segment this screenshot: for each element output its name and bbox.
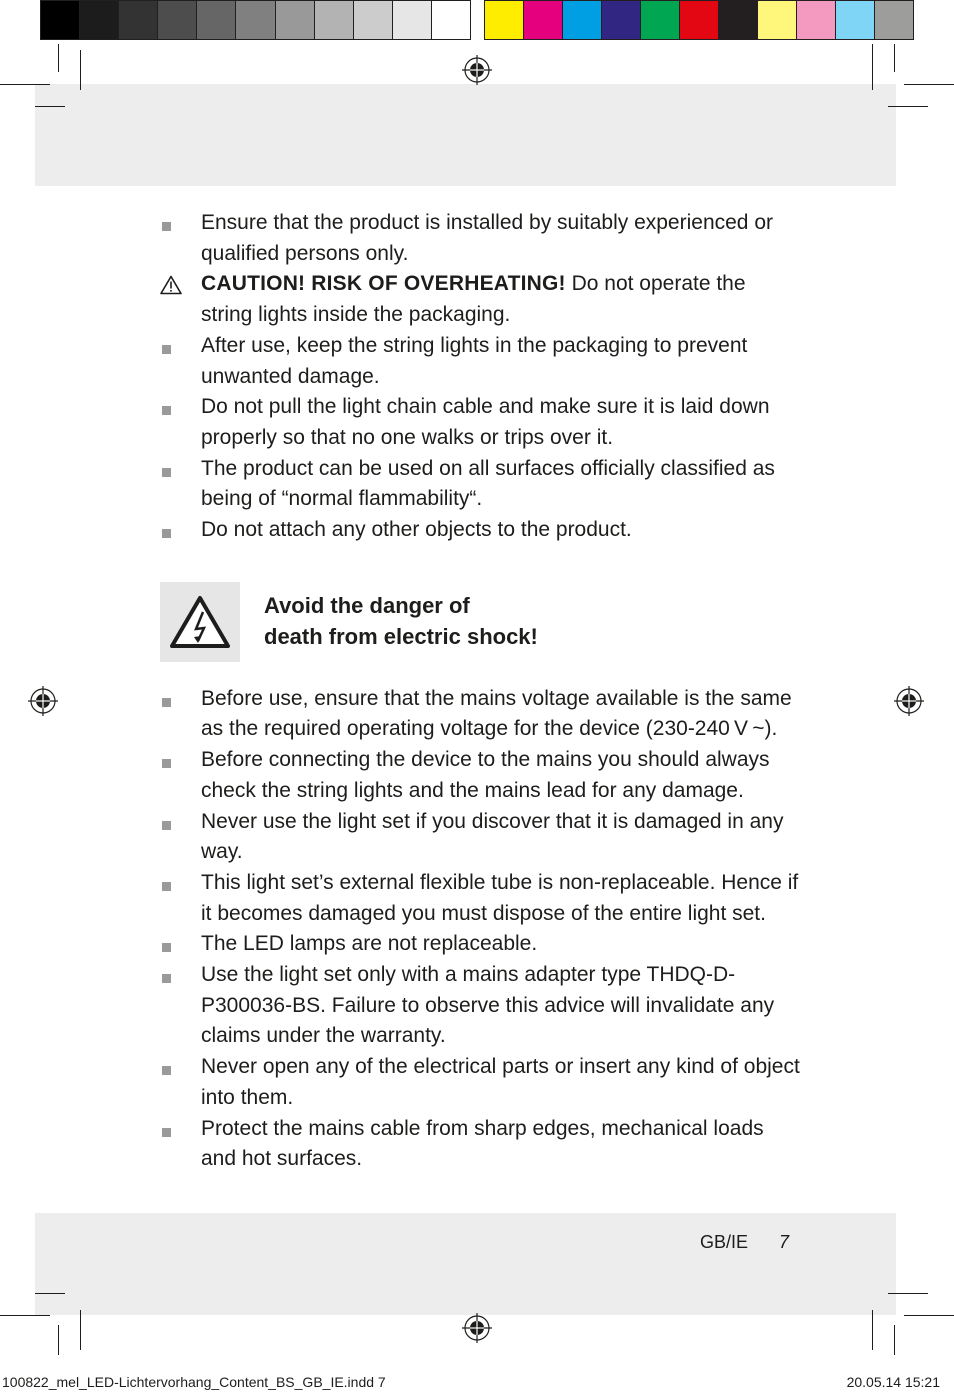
item-text: Before connecting the device to the mains you should always check the string lights and the mains lead for any damage.: [201, 748, 770, 802]
color-swatch: [393, 1, 432, 39]
color-swatch: [276, 1, 315, 39]
list-item: [160, 454, 800, 515]
list-item: [160, 331, 800, 392]
heading-line-1: Avoid the danger of: [264, 592, 470, 618]
crop-mark: [0, 84, 50, 85]
item-text: Ensure that the product is installed by suitably experienced or qualified persons only.: [201, 211, 773, 265]
color-swatch: [563, 1, 602, 39]
item-text: The LED lamps are not replaceable.: [201, 932, 538, 956]
electric-shock-warning: [160, 582, 800, 662]
crop-mark: [888, 106, 928, 107]
bullet-square-icon: [162, 943, 171, 952]
color-swatch: [602, 1, 641, 39]
crop-mark: [872, 1310, 873, 1350]
item-text: Do not pull the light chain cable and make sure it is laid down properly so that no one walks or trips over it.: [201, 395, 770, 449]
bullet-square-icon: [162, 1066, 171, 1075]
page-footer: [700, 1232, 789, 1253]
page-number: 7: [779, 1232, 790, 1252]
list-item: [160, 392, 800, 453]
color-calibration-bar-color: [484, 0, 914, 40]
bullet-square-icon: [162, 468, 171, 477]
crop-mark: [894, 1325, 895, 1355]
bullet-square-icon: [162, 222, 171, 231]
bullet-square-icon: [162, 529, 171, 538]
crop-mark: [35, 1293, 65, 1294]
item-text: This light set’s external flexible tube is non-replaceable. Hence if it becomes damaged you must dispose of the entire light set.: [201, 870, 799, 925]
list-item: [160, 745, 800, 806]
crop-mark: [888, 1293, 928, 1294]
color-swatch: [758, 1, 797, 39]
list-item: [160, 515, 800, 546]
color-swatch: [524, 1, 563, 39]
item-text: Before use, ensure that the mains voltage available is the same as the required operating voltage for the device (230-240 V ~).: [201, 686, 792, 741]
item-text: Use the light set only with a mains adapter type THDQ-D-P300036-BS. Failure to observe this advice will invalidate any claims under the warranty.: [201, 963, 775, 1048]
crop-mark: [58, 44, 59, 72]
list-item: [160, 868, 800, 929]
crop-mark: [904, 1315, 954, 1316]
color-swatch: [719, 1, 758, 39]
bullet-square-icon: [162, 974, 171, 983]
bullet-square-icon: [162, 406, 171, 415]
warning-triangle-icon: [160, 275, 182, 295]
bullet-square-icon: [162, 882, 171, 891]
item-text: Do not attach any other objects to the product.: [201, 518, 632, 542]
list-item: [160, 1052, 800, 1113]
bullet-square-icon: [162, 698, 171, 707]
electric-shock-heading: [264, 590, 538, 652]
crop-mark: [58, 1325, 59, 1355]
list-item: [160, 208, 800, 269]
color-calibration-bar-gray: [40, 0, 471, 40]
color-swatch: [432, 1, 470, 39]
color-swatch: [236, 1, 275, 39]
list-item: [160, 807, 800, 868]
footer-area: [35, 1213, 896, 1315]
item-text: Never use the light set if you discover that it is damaged in any way.: [201, 809, 784, 864]
registration-mark-icon: [28, 686, 58, 716]
item-text: Protect the mains cable from sharp edges, mechanical loads and hot surfaces.: [201, 1116, 764, 1171]
color-swatch: [836, 1, 875, 39]
bullet-square-icon: [162, 345, 171, 354]
color-swatch: [41, 1, 80, 39]
header-area: [35, 84, 896, 186]
item-text: The product can be used on all surfaces officially classified as being of “normal flammability“.: [201, 456, 775, 511]
list-item: [160, 929, 800, 960]
registration-mark-icon: [462, 1313, 492, 1343]
color-swatch: [641, 1, 680, 39]
crop-mark: [894, 44, 895, 72]
language-code: GB/IE: [700, 1232, 749, 1252]
color-swatch: [797, 1, 836, 39]
item-text: After use, keep the string lights in the packaging to prevent unwanted damage.: [201, 333, 748, 388]
caution-label: CAUTION! RISK OF OVERHEATING!: [201, 272, 566, 296]
crop-mark: [872, 44, 873, 90]
item-text: Never open any of the electrical parts or insert any kind of object into them.: [201, 1055, 800, 1109]
color-swatch: [119, 1, 158, 39]
safety-list-general: [160, 208, 800, 546]
registration-mark-icon: [462, 55, 492, 85]
heading-line-2: death from electric shock!: [264, 623, 538, 649]
crop-mark: [904, 84, 954, 85]
slug-datetime: 20.05.14 15:21: [846, 1374, 940, 1390]
item-text: Do not operate the string lights inside the packaging.: [201, 272, 746, 327]
color-swatch: [485, 1, 524, 39]
bullet-square-icon: [162, 821, 171, 830]
crop-mark: [80, 1310, 81, 1350]
crop-mark: [80, 50, 81, 90]
color-swatch: [315, 1, 354, 39]
color-swatch: [158, 1, 197, 39]
color-swatch: [197, 1, 236, 39]
registration-mark-icon: [894, 686, 924, 716]
crop-mark: [35, 106, 65, 107]
warning-item: [160, 269, 800, 330]
color-swatch: [354, 1, 393, 39]
color-swatch: [875, 1, 913, 39]
color-swatch: [80, 1, 119, 39]
list-item: [160, 684, 800, 745]
safety-list-electrical: [160, 684, 800, 1175]
list-item: [160, 1114, 800, 1175]
bullet-square-icon: [162, 759, 171, 768]
list-item: [160, 960, 800, 1052]
color-swatch: [680, 1, 719, 39]
electric-shock-icon: [160, 582, 240, 662]
bullet-square-icon: [162, 1128, 171, 1137]
main-content: [160, 208, 800, 1175]
crop-mark: [0, 1315, 50, 1316]
slug-filename: 100822_mel_LED-Lichtervorhang_Content_BS_GB_IE.indd 7: [2, 1374, 386, 1390]
